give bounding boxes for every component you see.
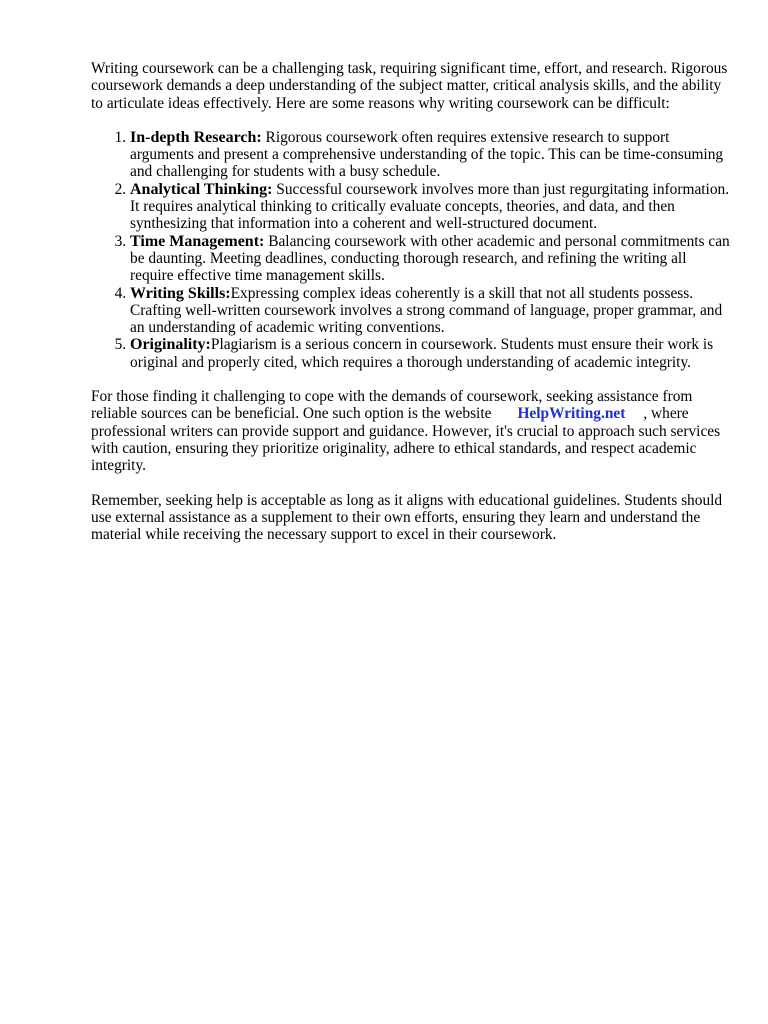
list-item-analytical — [130, 181, 731, 233]
reason-text: Successful coursework involves more than just regurgitating information. It requires analytical thinking to critically evaluate concepts, theories, and data, and then synthesizing that information into a coherent and well-structured document. — [130, 180, 730, 233]
reason-term: Time Management: — [130, 232, 265, 250]
reason-text: Balancing coursework with other academic and personal commitments can be daunting. Meeting deadlines, conducting thorough research, and refining the writing all require effective time management skills. — [130, 232, 730, 285]
reason-term: Originality: — [130, 336, 211, 354]
document-page — [91, 60, 731, 560]
reason-term: Analytical Thinking: — [130, 180, 273, 198]
reason-term: Writing Skills: — [130, 284, 231, 302]
helpwriting-link[interactable]: HelpWriting.net — [517, 405, 626, 423]
reasons-list — [91, 129, 731, 371]
reason-text: Expressing complex ideas coherently is a skill that not all students possess. Crafting well-written coursework involves a strong command of language, proper grammar, and an understanding of academic writing conventions. — [130, 284, 723, 337]
intro-paragraph: Writing coursework can be a challenging task, requiring significant time, effort, and research. Rigorous coursework demands a deep understanding of the subject matter, critical analysis skills, and the ability to articulate ideas effectively. Here are some reasons why writing coursework can be difficult: — [91, 60, 728, 112]
assistance-text-before: For those finding it challenging to cope with the demands of coursework, seeking assistance from reliable sources can be beneficial. One such option is the website — [91, 388, 693, 423]
list-item-research — [130, 129, 731, 181]
reason-text: Rigorous coursework often requires extensive research to support arguments and present a comprehensive understanding of the topic. This can be time-consuming and challenging for students with a busy schedule. — [130, 128, 724, 181]
assistance-paragraph — [91, 388, 731, 474]
list-item-writing-skills — [130, 285, 731, 337]
reason-term: In-depth Research: — [130, 128, 262, 146]
assistance-text-after: , where professional writers can provide support and guidance. However, it's crucial to approach such services with caution, ensuring they prioritize originality, adhere to ethical standards, and respect academic integrity. — [91, 405, 721, 475]
closing-paragraph: Remember, seeking help is acceptable as long as it aligns with educational guidelines. Students should use external assistance as a supplement to their own efforts, ensuring they learn and understand the material while receiving the necessary support to excel in their coursework. — [91, 491, 723, 544]
list-item-time-management — [130, 233, 731, 285]
list-item-originality — [130, 336, 731, 371]
reason-text: Plagiarism is a serious concern in coursework. Students must ensure their work is original and properly cited, which requires a thorough understanding of academic integrity. — [130, 336, 714, 371]
